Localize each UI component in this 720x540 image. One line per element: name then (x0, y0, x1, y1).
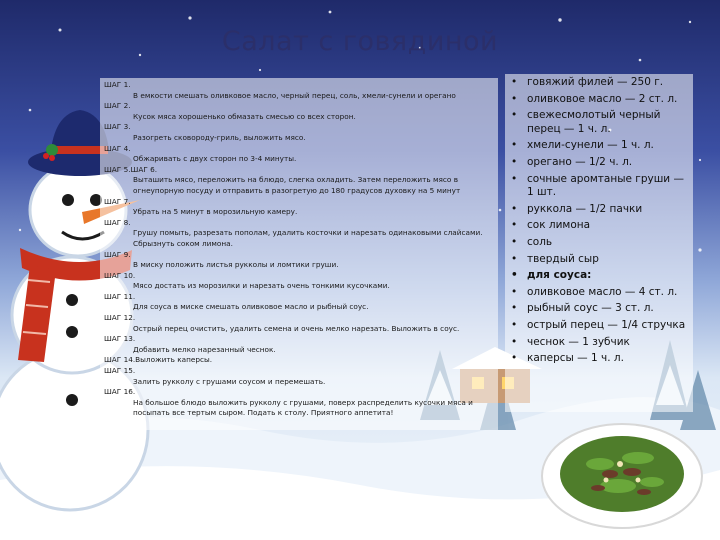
bullet-icon: • (511, 109, 518, 122)
ingredient-item (511, 236, 691, 250)
bullet-icon: • (511, 202, 518, 215)
bullet-icon: • (511, 235, 518, 248)
step-label: ШАГ 8. (104, 217, 131, 227)
bullet-icon: • (511, 219, 518, 232)
bullet-icon: • (511, 155, 518, 168)
ingredient-item (511, 139, 691, 153)
step-label: ШАГ 16. (104, 387, 136, 397)
salad-plate-image (540, 414, 704, 532)
step-text: Добавить мелко нарезанный чеснок. (133, 344, 276, 354)
step-text: Убрать на 5 минут в морозильную камеру. (133, 207, 298, 217)
ingredient-item (511, 352, 691, 366)
ingredient-text: сочные аромтаные груши — 1 шт. (527, 172, 684, 199)
ingredient-item (511, 173, 691, 200)
ingredient-item (511, 302, 691, 316)
step-label: ШАГ 15. (104, 366, 136, 376)
step-text: Кусок мяса хорошенько обмазать смесью со всех сторон. (133, 111, 356, 121)
bullet-icon: • (511, 76, 518, 88)
ingredient-text: острый перец — 1/4 стручка (527, 318, 686, 331)
step-text: Выташить мясо, переложить на блюдо, слегка охладить. Затем переложить мясо в огнеупорную посуду и отправить в разогретую до 180 градусов духовку на 5 минут (133, 175, 461, 195)
ingredient-item (511, 269, 691, 283)
slide-title: Салат с говядиной (221, 26, 499, 57)
step-label: ШАГ 7. (104, 196, 131, 206)
ingredient-text: соль (527, 235, 553, 248)
ingredient-item (511, 203, 691, 217)
step-text: Грушу помыть, разрезать пополам, удалить косточки и нарезать одинаковыми слайсами. Сбрызнуть соком лимона. (133, 228, 483, 248)
ingredient-text: сок лимона (527, 219, 591, 232)
step-label: ШАГ 3. (104, 122, 131, 132)
ingredient-item (511, 76, 691, 90)
ingredient-item (511, 286, 691, 300)
ingredient-text: оливковое масло — 4 ст. л. (527, 285, 678, 298)
ingredient-text: каперсы — 1 ч. л. (527, 352, 624, 365)
step-label: ШАГ 9. (104, 249, 131, 259)
bullet-icon: • (511, 252, 518, 265)
step-label: ШАГ 1. (104, 80, 131, 89)
bullet-icon: • (511, 318, 518, 331)
bullet-icon: • (511, 92, 518, 105)
ingredient-text: для соуса: (527, 269, 592, 282)
bullet-icon: • (511, 302, 518, 315)
ingredient-text: свежесмолотый черный перец — 1 ч. л. (527, 109, 661, 135)
bullet-icon: • (511, 352, 518, 365)
ingredient-item (511, 156, 691, 170)
step-label: ШАГ 14.Выложить каперсы. (104, 355, 213, 365)
step-label: ШАГ 5.ШАГ 6. (104, 164, 158, 174)
step-label: ШАГ 12. (104, 313, 136, 323)
step-text: Острый перец очистить, удалить семена и очень мелко нарезать. Выложить в соус. (133, 323, 460, 333)
ingredient-text: твердый сыр (527, 252, 599, 265)
ingredient-item (511, 319, 691, 333)
ingredient-text: орегано — 1/2 ч. л. (527, 155, 633, 168)
step-text: В миску положить листья рукколы и ломтики груши. (133, 260, 339, 270)
step-text: Залить рукколу с грушами соусом и перемешать. (133, 376, 326, 386)
step-text: Мясо достать из морозилки и нарезать очень тонкими кусочками. (133, 281, 390, 291)
step-label: ШАГ 10. (104, 270, 136, 280)
ingredient-item (511, 336, 691, 350)
bullet-icon: • (511, 285, 518, 298)
step-label: ШАГ 4. (104, 143, 131, 153)
bullet-icon: • (511, 269, 518, 282)
bullet-icon: • (511, 335, 518, 348)
step-text: На большое блюдо выложить рукколу с грушами, поверх распределить кусочки мяса и посыпать все тертым сыром. Подать к столу. Приятного аппетита! (133, 397, 473, 418)
step-text: Обжаривать с двух сторон по 3-4 минуты. (133, 154, 297, 164)
step-text: Для соуса в миске смешать оливковое масло и рыбный соус. (133, 302, 369, 312)
ingredient-text: оливковое масло — 2 ст. л. (527, 92, 678, 105)
step-text: В емкости смешать оливковое масло, черный перец, соль, хмели-сунели и орегано (133, 90, 456, 100)
step-label: ШАГ 11. (104, 291, 136, 301)
step-text: Разогреть сковороду-гриль, выложить мясо. (133, 132, 306, 142)
step-label: ШАГ 2. (104, 101, 131, 111)
ingredient-item (511, 109, 691, 136)
ingredient-item (511, 253, 691, 267)
ingredient-text: говяжий филей — 250 г. (527, 76, 664, 88)
ingredient-text: рыбный соус — 3 ст. л. (527, 302, 654, 315)
ingredient-item (511, 93, 691, 107)
ingredient-text: руккола — 1/2 пачки (527, 202, 643, 215)
ingredient-text: чеснок — 1 зубчик (527, 335, 630, 348)
bullet-icon: • (511, 172, 518, 185)
recipe-steps (104, 80, 496, 419)
bullet-icon: • (511, 139, 518, 152)
step-label: ШАГ 13. (104, 334, 136, 344)
ingredient-text: хмели-сунели — 1 ч. л. (527, 139, 654, 152)
ingredients-list (511, 76, 691, 369)
ingredient-item (511, 219, 691, 233)
